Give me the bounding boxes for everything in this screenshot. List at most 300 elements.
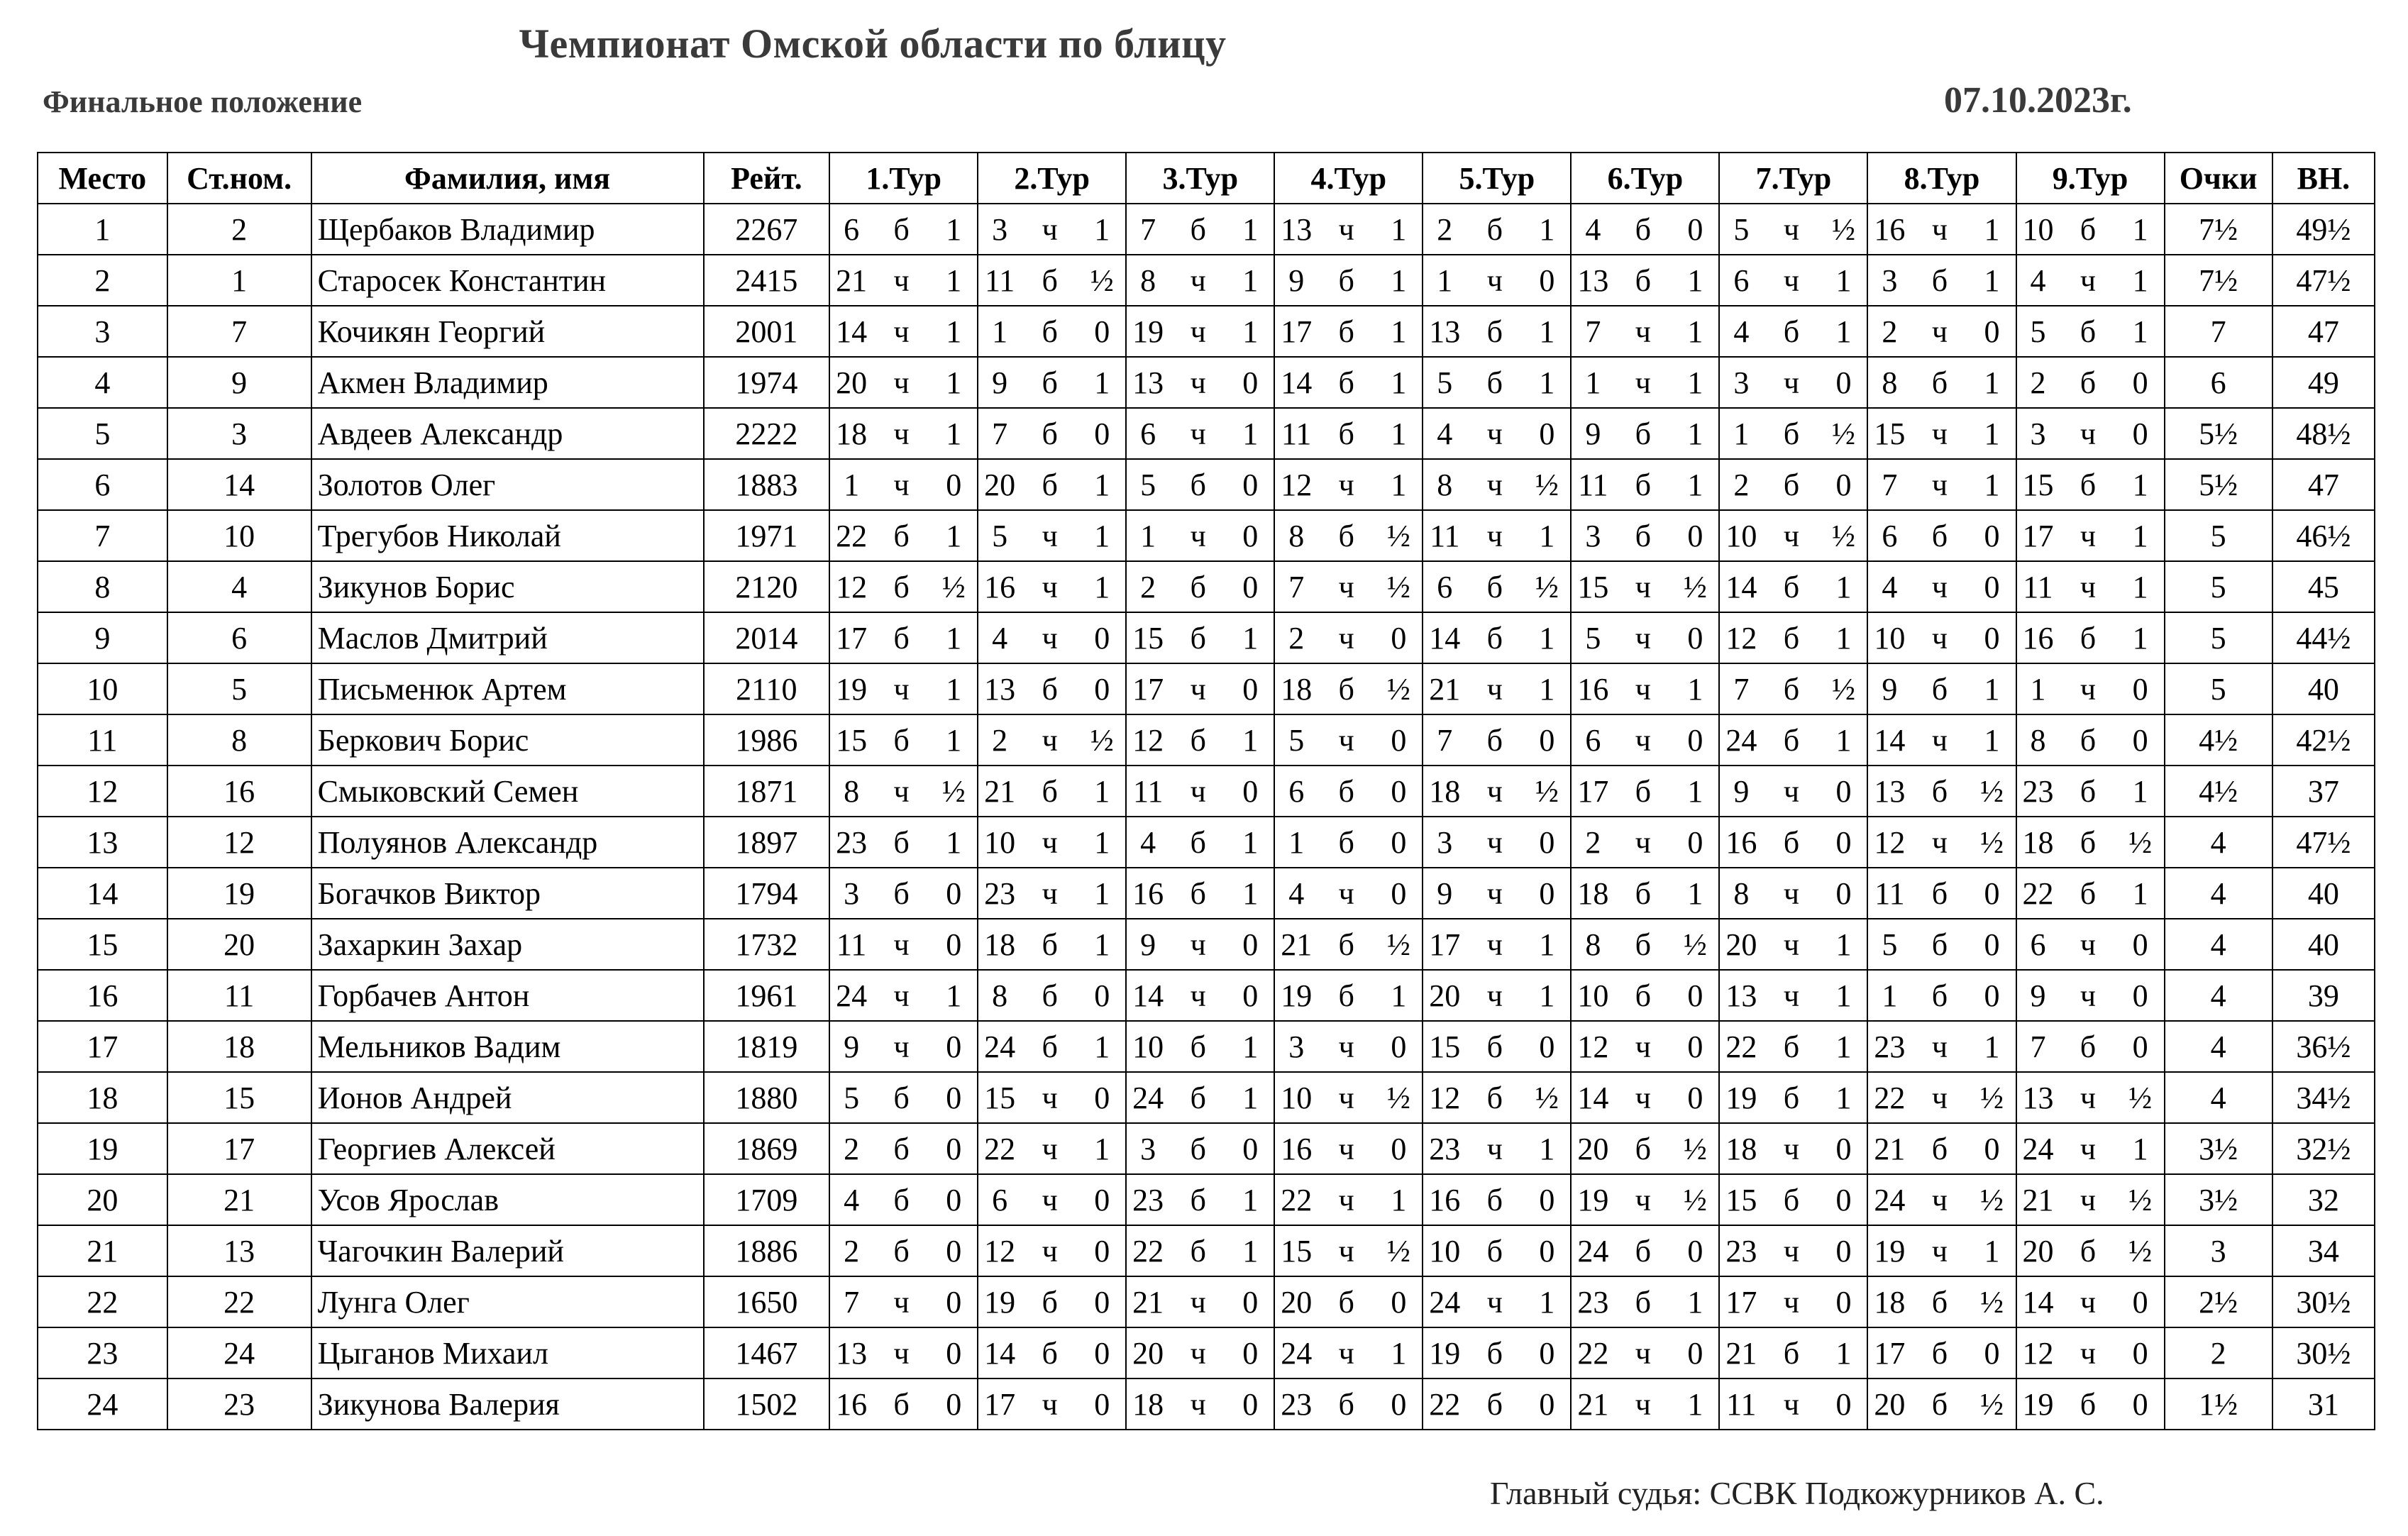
result-cell: ½ bbox=[1969, 1174, 2016, 1225]
rating-cell: 1880 bbox=[704, 1072, 830, 1123]
points-cell: 7 bbox=[2165, 306, 2272, 357]
place-cell: 10 bbox=[38, 663, 167, 714]
result-cell: 1 bbox=[2117, 204, 2165, 255]
opponent-cell: 6 bbox=[1719, 255, 1762, 306]
opponent-cell: 1 bbox=[1126, 510, 1169, 561]
opponent-cell: 2 bbox=[1126, 561, 1169, 612]
result-cell: 0 bbox=[1375, 1276, 1423, 1327]
color-cell: б bbox=[873, 868, 930, 919]
opponent-cell: 22 bbox=[1274, 1174, 1318, 1225]
result-cell: 0 bbox=[1375, 766, 1423, 817]
result-cell: 0 bbox=[1375, 1021, 1423, 1072]
place-cell: 16 bbox=[38, 970, 167, 1021]
tiebreak-cell: 40 bbox=[2272, 663, 2375, 714]
result-cell: 0 bbox=[930, 1072, 978, 1123]
rating-cell: 2267 bbox=[704, 204, 830, 255]
opponent-cell: 11 bbox=[1867, 868, 1911, 919]
rating-cell: 1794 bbox=[704, 868, 830, 919]
opponent-cell: 11 bbox=[2016, 561, 2060, 612]
start-number-cell: 10 bbox=[167, 510, 311, 561]
result-cell: 0 bbox=[1523, 868, 1571, 919]
color-cell: б bbox=[1614, 919, 1672, 970]
result-cell: 0 bbox=[930, 1021, 978, 1072]
result-cell: 1 bbox=[2117, 612, 2165, 663]
opponent-cell: 13 bbox=[1126, 357, 1169, 408]
result-cell: 0 bbox=[1523, 1327, 1571, 1378]
opponent-cell: 4 bbox=[1719, 306, 1762, 357]
color-cell: ч bbox=[1911, 204, 1968, 255]
table-row bbox=[38, 408, 2375, 459]
color-cell: ч bbox=[2059, 919, 2116, 970]
rating-cell: 2415 bbox=[704, 255, 830, 306]
opponent-cell: 16 bbox=[1423, 1174, 1466, 1225]
result-cell: ½ bbox=[1969, 817, 2016, 868]
header-round-2: 2.Тур bbox=[978, 153, 1126, 204]
color-cell: б bbox=[873, 1072, 930, 1123]
result-cell: 0 bbox=[930, 868, 978, 919]
opponent-cell: 20 bbox=[1274, 1276, 1318, 1327]
result-cell: 0 bbox=[1227, 561, 1274, 612]
table-row bbox=[38, 612, 2375, 663]
start-number-cell: 15 bbox=[167, 1072, 311, 1123]
result-cell: ½ bbox=[1523, 459, 1571, 510]
result-cell: 0 bbox=[1078, 1378, 1126, 1430]
color-cell: б bbox=[873, 714, 930, 766]
opponent-cell: 16 bbox=[1571, 663, 1614, 714]
color-cell: ч bbox=[1466, 510, 1523, 561]
table-row bbox=[38, 1225, 2375, 1276]
color-cell: б bbox=[1614, 459, 1672, 510]
result-cell: 1 bbox=[1227, 1021, 1274, 1072]
color-cell: ч bbox=[873, 1276, 930, 1327]
result-cell: 0 bbox=[1820, 868, 1867, 919]
color-cell: б bbox=[1021, 306, 1078, 357]
result-cell: 0 bbox=[1375, 1378, 1423, 1430]
color-cell: б bbox=[2059, 204, 2116, 255]
opponent-cell: 3 bbox=[829, 868, 873, 919]
color-cell: ч bbox=[1762, 919, 1820, 970]
tiebreak-cell: 47½ bbox=[2272, 817, 2375, 868]
color-cell: ч bbox=[1614, 1174, 1672, 1225]
result-cell: 0 bbox=[930, 459, 978, 510]
tiebreak-cell: 49 bbox=[2272, 357, 2375, 408]
opponent-cell: 7 bbox=[1571, 306, 1614, 357]
player-name-cell: Захаркин Захар bbox=[311, 919, 704, 970]
result-cell: 1 bbox=[1523, 357, 1571, 408]
color-cell: ч bbox=[1169, 408, 1227, 459]
color-cell: ч bbox=[1614, 817, 1672, 868]
result-cell: 1 bbox=[930, 714, 978, 766]
result-cell: ½ bbox=[2117, 1225, 2165, 1276]
result-cell: 1 bbox=[1969, 255, 2016, 306]
color-cell: ч bbox=[1762, 357, 1820, 408]
table-row bbox=[38, 663, 2375, 714]
result-cell: ½ bbox=[1672, 919, 1719, 970]
points-cell: 3½ bbox=[2165, 1174, 2272, 1225]
header-place: Место bbox=[38, 153, 167, 204]
table-row bbox=[38, 1276, 2375, 1327]
color-cell: ч bbox=[1021, 612, 1078, 663]
start-number-cell: 12 bbox=[167, 817, 311, 868]
opponent-cell: 10 bbox=[1719, 510, 1762, 561]
result-cell: 1 bbox=[1672, 357, 1719, 408]
opponent-cell: 7 bbox=[2016, 1021, 2060, 1072]
result-cell: 1 bbox=[2117, 561, 2165, 612]
result-cell: 1 bbox=[1523, 1123, 1571, 1174]
player-name-cell: Мельников Вадим bbox=[311, 1021, 704, 1072]
opponent-cell: 9 bbox=[1423, 868, 1466, 919]
player-name-cell: Зикунов Борис bbox=[311, 561, 704, 612]
color-cell: б bbox=[1762, 817, 1820, 868]
opponent-cell: 11 bbox=[978, 255, 1021, 306]
result-cell: 0 bbox=[1227, 357, 1274, 408]
result-cell: ½ bbox=[1969, 766, 2016, 817]
result-cell: 1 bbox=[1078, 1123, 1126, 1174]
result-cell: 1 bbox=[1523, 1276, 1571, 1327]
color-cell: б bbox=[1614, 970, 1672, 1021]
color-cell: б bbox=[873, 1378, 930, 1430]
opponent-cell: 9 bbox=[978, 357, 1021, 408]
opponent-cell: 10 bbox=[1126, 1021, 1169, 1072]
document-title: Чемпионат Омской области по блицу bbox=[519, 21, 1227, 67]
place-cell: 17 bbox=[38, 1021, 167, 1072]
opponent-cell: 21 bbox=[829, 255, 873, 306]
color-cell: б bbox=[1021, 408, 1078, 459]
opponent-cell: 6 bbox=[1867, 510, 1911, 561]
opponent-cell: 13 bbox=[978, 663, 1021, 714]
result-cell: 1 bbox=[1820, 561, 1867, 612]
player-name-cell: Георгиев Алексей bbox=[311, 1123, 704, 1174]
points-cell: 4 bbox=[2165, 1021, 2272, 1072]
color-cell: ч bbox=[1911, 1225, 1968, 1276]
tiebreak-cell: 37 bbox=[2272, 766, 2375, 817]
opponent-cell: 4 bbox=[978, 612, 1021, 663]
color-cell: ч bbox=[1614, 1072, 1672, 1123]
color-cell: ч bbox=[1911, 1021, 1968, 1072]
opponent-cell: 14 bbox=[829, 306, 873, 357]
color-cell: ч bbox=[1466, 919, 1523, 970]
result-cell: 1 bbox=[2117, 868, 2165, 919]
color-cell: ч bbox=[873, 357, 930, 408]
points-cell: 4 bbox=[2165, 970, 2272, 1021]
start-number-cell: 22 bbox=[167, 1276, 311, 1327]
opponent-cell: 6 bbox=[1571, 714, 1614, 766]
opponent-cell: 7 bbox=[1719, 663, 1762, 714]
color-cell: б bbox=[1169, 1174, 1227, 1225]
points-cell: 5 bbox=[2165, 663, 2272, 714]
result-cell: 1 bbox=[1227, 306, 1274, 357]
color-cell: ч bbox=[1466, 868, 1523, 919]
player-name-cell: Кочикян Георгий bbox=[311, 306, 704, 357]
result-cell: 0 bbox=[1523, 714, 1571, 766]
opponent-cell: 1 bbox=[1571, 357, 1614, 408]
table-row bbox=[38, 1123, 2375, 1174]
color-cell: б bbox=[1614, 1276, 1672, 1327]
result-cell: 0 bbox=[1078, 306, 1126, 357]
result-cell: 0 bbox=[2117, 1021, 2165, 1072]
opponent-cell: 21 bbox=[1719, 1327, 1762, 1378]
player-name-cell: Горбачев Антон bbox=[311, 970, 704, 1021]
color-cell: б bbox=[1614, 1225, 1672, 1276]
opponent-cell: 8 bbox=[1274, 510, 1318, 561]
header-round-8: 8.Тур bbox=[1867, 153, 2016, 204]
opponent-cell: 3 bbox=[1274, 1021, 1318, 1072]
color-cell: б bbox=[1762, 561, 1820, 612]
rating-cell: 1502 bbox=[704, 1378, 830, 1430]
result-cell: 0 bbox=[2117, 714, 2165, 766]
result-cell: 1 bbox=[1672, 459, 1719, 510]
result-cell: 0 bbox=[1672, 714, 1719, 766]
opponent-cell: 16 bbox=[2016, 612, 2060, 663]
place-cell: 6 bbox=[38, 459, 167, 510]
color-cell: б bbox=[1762, 1174, 1820, 1225]
result-cell: ½ bbox=[1523, 1072, 1571, 1123]
place-cell: 22 bbox=[38, 1276, 167, 1327]
opponent-cell: 11 bbox=[829, 919, 873, 970]
opponent-cell: 21 bbox=[1571, 1378, 1614, 1430]
color-cell: ч bbox=[873, 766, 930, 817]
color-cell: ч bbox=[1911, 306, 1968, 357]
result-cell: 1 bbox=[1078, 766, 1126, 817]
color-cell: б bbox=[1021, 1327, 1078, 1378]
place-cell: 3 bbox=[38, 306, 167, 357]
result-cell: 1 bbox=[1820, 1072, 1867, 1123]
result-cell: 0 bbox=[1078, 1327, 1126, 1378]
result-cell: 0 bbox=[930, 1225, 978, 1276]
opponent-cell: 17 bbox=[1571, 766, 1614, 817]
color-cell: ч bbox=[1021, 714, 1078, 766]
color-cell: ч bbox=[1318, 714, 1375, 766]
color-cell: ч bbox=[1318, 612, 1375, 663]
opponent-cell: 3 bbox=[1867, 255, 1911, 306]
opponent-cell: 2 bbox=[2016, 357, 2060, 408]
result-cell: ½ bbox=[1375, 663, 1423, 714]
color-cell: ч bbox=[1762, 1276, 1820, 1327]
color-cell: б bbox=[1318, 817, 1375, 868]
result-cell: 1 bbox=[2117, 459, 2165, 510]
color-cell: б bbox=[1466, 1225, 1523, 1276]
rating-cell: 2110 bbox=[704, 663, 830, 714]
color-cell: ч bbox=[1169, 357, 1227, 408]
result-cell: 0 bbox=[1969, 868, 2016, 919]
result-cell: 0 bbox=[1969, 561, 2016, 612]
opponent-cell: 16 bbox=[1867, 204, 1911, 255]
result-cell: ½ bbox=[1820, 510, 1867, 561]
opponent-cell: 5 bbox=[1126, 459, 1169, 510]
opponent-cell: 23 bbox=[1719, 1225, 1762, 1276]
tiebreak-cell: 39 bbox=[2272, 970, 2375, 1021]
color-cell: ч bbox=[1169, 255, 1227, 306]
opponent-cell: 11 bbox=[1126, 766, 1169, 817]
opponent-cell: 12 bbox=[1274, 459, 1318, 510]
color-cell: ч bbox=[1318, 1174, 1375, 1225]
opponent-cell: 18 bbox=[978, 919, 1021, 970]
player-name-cell: Смыковский Семен bbox=[311, 766, 704, 817]
color-cell: б bbox=[1169, 561, 1227, 612]
result-cell: 0 bbox=[1969, 919, 2016, 970]
result-cell: 1 bbox=[1078, 868, 1126, 919]
header-round-5: 5.Тур bbox=[1423, 153, 1571, 204]
points-cell: 5½ bbox=[2165, 408, 2272, 459]
start-number-cell: 11 bbox=[167, 970, 311, 1021]
result-cell: 1 bbox=[1523, 970, 1571, 1021]
opponent-cell: 8 bbox=[1423, 459, 1466, 510]
opponent-cell: 9 bbox=[2016, 970, 2060, 1021]
points-cell: 4½ bbox=[2165, 766, 2272, 817]
color-cell: б bbox=[1318, 510, 1375, 561]
result-cell: 1 bbox=[1227, 255, 1274, 306]
place-cell: 15 bbox=[38, 919, 167, 970]
start-number-cell: 7 bbox=[167, 306, 311, 357]
color-cell: ч bbox=[1021, 561, 1078, 612]
opponent-cell: 13 bbox=[1423, 306, 1466, 357]
result-cell: 1 bbox=[1820, 255, 1867, 306]
place-cell: 18 bbox=[38, 1072, 167, 1123]
rating-cell: 1709 bbox=[704, 1174, 830, 1225]
points-cell: 5½ bbox=[2165, 459, 2272, 510]
opponent-cell: 15 bbox=[2016, 459, 2060, 510]
result-cell: 1 bbox=[1227, 1072, 1274, 1123]
opponent-cell: 2 bbox=[978, 714, 1021, 766]
color-cell: ч bbox=[873, 1327, 930, 1378]
color-cell: ч bbox=[2059, 255, 2116, 306]
color-cell: ч bbox=[2059, 408, 2116, 459]
opponent-cell: 16 bbox=[1126, 868, 1169, 919]
color-cell: ч bbox=[1614, 561, 1672, 612]
color-cell: ч bbox=[2059, 1072, 2116, 1123]
opponent-cell: 24 bbox=[2016, 1123, 2060, 1174]
color-cell: ч bbox=[873, 663, 930, 714]
result-cell: 1 bbox=[1375, 459, 1423, 510]
opponent-cell: 2 bbox=[1274, 612, 1318, 663]
color-cell: ч bbox=[1169, 663, 1227, 714]
result-cell: ½ bbox=[2117, 1072, 2165, 1123]
color-cell: ч bbox=[873, 970, 930, 1021]
opponent-cell: 19 bbox=[1571, 1174, 1614, 1225]
start-number-cell: 23 bbox=[167, 1378, 311, 1430]
result-cell: 0 bbox=[1672, 1225, 1719, 1276]
opponent-cell: 8 bbox=[978, 970, 1021, 1021]
rating-cell: 2222 bbox=[704, 408, 830, 459]
start-number-cell: 17 bbox=[167, 1123, 311, 1174]
points-cell: 4½ bbox=[2165, 714, 2272, 766]
result-cell: ½ bbox=[1672, 1174, 1719, 1225]
result-cell: 0 bbox=[1820, 1378, 1867, 1430]
table-row bbox=[38, 255, 2375, 306]
color-cell: ч bbox=[2059, 561, 2116, 612]
color-cell: ч bbox=[1318, 1327, 1375, 1378]
result-cell: 0 bbox=[1227, 1276, 1274, 1327]
result-cell: 1 bbox=[1969, 357, 2016, 408]
opponent-cell: 20 bbox=[829, 357, 873, 408]
opponent-cell: 18 bbox=[1423, 766, 1466, 817]
opponent-cell: 18 bbox=[1867, 1276, 1911, 1327]
opponent-cell: 9 bbox=[1274, 255, 1318, 306]
result-cell: ½ bbox=[2117, 817, 2165, 868]
color-cell: б bbox=[1318, 766, 1375, 817]
opponent-cell: 6 bbox=[1274, 766, 1318, 817]
color-cell: ч bbox=[1466, 1123, 1523, 1174]
color-cell: ч bbox=[1911, 817, 1968, 868]
chief-judge-signature: Главный судья: ССВК Подкожурников А. С. bbox=[1490, 1475, 2104, 1511]
opponent-cell: 16 bbox=[1719, 817, 1762, 868]
points-cell: 7½ bbox=[2165, 204, 2272, 255]
opponent-cell: 10 bbox=[2016, 204, 2060, 255]
opponent-cell: 19 bbox=[1867, 1225, 1911, 1276]
result-cell: 0 bbox=[1227, 1327, 1274, 1378]
player-name-cell: Щербаков Владимир bbox=[311, 204, 704, 255]
result-cell: 0 bbox=[1078, 1072, 1126, 1123]
result-cell: 0 bbox=[1375, 612, 1423, 663]
rating-cell: 1732 bbox=[704, 919, 830, 970]
color-cell: б bbox=[1614, 255, 1672, 306]
opponent-cell: 8 bbox=[1867, 357, 1911, 408]
place-cell: 23 bbox=[38, 1327, 167, 1378]
opponent-cell: 7 bbox=[978, 408, 1021, 459]
color-cell: б bbox=[1021, 663, 1078, 714]
result-cell: 1 bbox=[1672, 1276, 1719, 1327]
opponent-cell: 19 bbox=[2016, 1378, 2060, 1430]
opponent-cell: 1 bbox=[1867, 970, 1911, 1021]
color-cell: б bbox=[1021, 919, 1078, 970]
result-cell: 0 bbox=[1227, 1123, 1274, 1174]
player-name-cell: Зикунова Валерия bbox=[311, 1378, 704, 1430]
rating-cell: 1897 bbox=[704, 817, 830, 868]
color-cell: ч bbox=[1169, 919, 1227, 970]
color-cell: ч bbox=[1318, 1072, 1375, 1123]
opponent-cell: 7 bbox=[1274, 561, 1318, 612]
opponent-cell: 13 bbox=[1274, 204, 1318, 255]
header-round-9: 9.Тур bbox=[2016, 153, 2165, 204]
color-cell: б bbox=[2059, 714, 2116, 766]
tiebreak-cell: 45 bbox=[2272, 561, 2375, 612]
result-cell: 0 bbox=[930, 1276, 978, 1327]
result-cell: 1 bbox=[1820, 306, 1867, 357]
start-number-cell: 20 bbox=[167, 919, 311, 970]
color-cell: б bbox=[873, 612, 930, 663]
color-cell: б bbox=[873, 561, 930, 612]
opponent-cell: 16 bbox=[829, 1378, 873, 1430]
color-cell: ч bbox=[1762, 204, 1820, 255]
place-cell: 12 bbox=[38, 766, 167, 817]
color-cell: ч bbox=[1762, 255, 1820, 306]
result-cell: 0 bbox=[1672, 1327, 1719, 1378]
opponent-cell: 20 bbox=[1571, 1123, 1614, 1174]
rating-cell: 1886 bbox=[704, 1225, 830, 1276]
result-cell: 0 bbox=[1969, 612, 2016, 663]
points-cell: 5 bbox=[2165, 561, 2272, 612]
result-cell: 1 bbox=[1820, 1327, 1867, 1378]
place-cell: 2 bbox=[38, 255, 167, 306]
result-cell: 1 bbox=[930, 510, 978, 561]
result-cell: 0 bbox=[1227, 510, 1274, 561]
color-cell: ч bbox=[873, 255, 930, 306]
result-cell: 1 bbox=[2117, 306, 2165, 357]
opponent-cell: 6 bbox=[978, 1174, 1021, 1225]
color-cell: б bbox=[1466, 612, 1523, 663]
rating-cell: 1650 bbox=[704, 1276, 830, 1327]
color-cell: б bbox=[1318, 306, 1375, 357]
result-cell: 0 bbox=[1375, 868, 1423, 919]
result-cell: 1 bbox=[930, 357, 978, 408]
opponent-cell: 14 bbox=[1274, 357, 1318, 408]
player-name-cell: Полуянов Александр bbox=[311, 817, 704, 868]
player-name-cell: Письменюк Артем bbox=[311, 663, 704, 714]
result-cell: 1 bbox=[930, 255, 978, 306]
color-cell: б bbox=[1021, 1276, 1078, 1327]
result-cell: 1 bbox=[1672, 766, 1719, 817]
result-cell: 0 bbox=[930, 1378, 978, 1430]
